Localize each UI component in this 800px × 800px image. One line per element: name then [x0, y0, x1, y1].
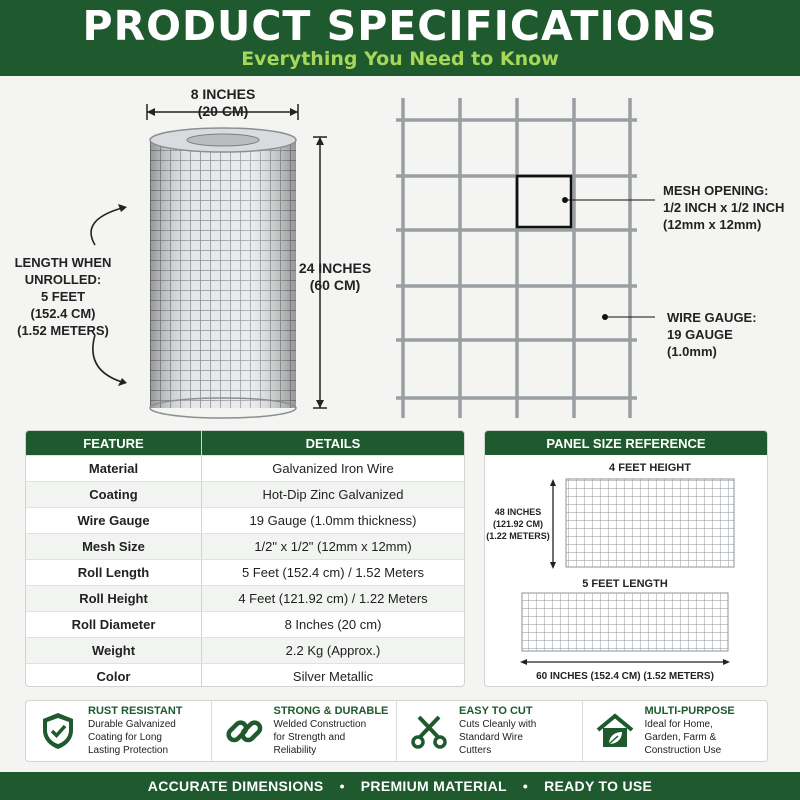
feature-easy-to-cut [397, 701, 583, 761]
roll-length-label: LENGTH WHEN UNROLLED: 5 FEET (152.4 CM) (1.52 METERS) [14, 255, 112, 338]
feature-desc: Ideal for Home, Garden, Farm & Construction Use [644, 719, 722, 756]
details-cell: 1/2" x 1/2" (12mm x 12mm) [254, 539, 412, 554]
roll-height-label: 24 INCHES (60 CM) [298, 260, 372, 293]
scissors-icon [409, 711, 449, 751]
feature-desc: Welded Construction for Strength and Reliability [273, 719, 367, 756]
feature-title: MULTI-PURPOSE [644, 705, 735, 717]
panel-length-title: 5 FEET LENGTH [582, 578, 668, 590]
details-cell: 2.2 Kg (Approx.) [285, 643, 381, 658]
feature-cell: Mesh Size [26, 534, 202, 559]
details-cell: 4 Feet (121.92 cm) / 1.22 Meters [238, 591, 428, 606]
footer-item: PREMIUM MATERIAL [360, 778, 507, 794]
feature-multi-purpose [583, 701, 768, 761]
feature-cell: Roll Length [26, 560, 202, 585]
details-cell: 8 Inches (20 cm) [284, 617, 382, 632]
details-cell: 19 Gauge (1.0mm thickness) [249, 513, 417, 528]
footer-item: READY TO USE [544, 778, 653, 794]
details-cell: 5 Feet (152.4 cm) / 1.52 Meters [241, 565, 425, 580]
house-leaf-icon [595, 711, 635, 751]
feature-title: STRONG & DURABLE [273, 705, 389, 717]
feature-cell: Roll Height [26, 586, 202, 611]
details-cell: Silver Metallic [292, 669, 374, 684]
feature-strong-durable [212, 701, 398, 761]
shield-check-icon [38, 711, 78, 751]
feature-title: EASY TO CUT [459, 705, 533, 717]
details-cell: Hot-Dip Zinc Galvanized [262, 487, 404, 502]
panel-height-side: 48 INCHES (121.92 CM) (1.22 METERS) [486, 507, 550, 541]
header-details: DETAILS [305, 435, 361, 451]
feature-cell: Coating [26, 482, 202, 507]
page-subtitle: Everything You Need to Know [241, 48, 559, 70]
feature-cell: Color [26, 664, 202, 687]
feature-cell: Wire Gauge [26, 508, 202, 533]
feature-title: RUST RESISTANT [88, 705, 183, 717]
details-cell: Galvanized Iron Wire [272, 461, 394, 476]
footer-separator: • [522, 778, 529, 794]
page-title: PRODUCT SPECIFICATIONS [82, 2, 718, 50]
mesh-opening-label: MESH OPENING: 1/2 INCH x 1/2 INCH (12mm x 12mm) [663, 183, 785, 232]
footer-separator: • [339, 778, 345, 794]
panel-height-title: 4 FEET HEIGHT [609, 462, 691, 474]
panel-length-bottom: 60 INCHES (152.4 CM) (1.52 METERS) [536, 671, 714, 682]
footer-banner [0, 772, 800, 800]
wire-gauge-label: WIRE GAUGE: 19 GAUGE (1.0mm) [667, 310, 757, 359]
chain-link-icon [224, 711, 264, 751]
feature-cell: Roll Diameter [26, 612, 202, 637]
feature-strip [25, 700, 768, 762]
feature-rust-resistant [26, 701, 212, 761]
feature-desc: Durable Galvanized Coating for Long Lasting Protection [88, 719, 176, 756]
feature-desc: Cuts Cleanly with Standard Wire Cutters [459, 719, 537, 756]
feature-cell: Material [26, 456, 202, 481]
feature-cell: Weight [26, 638, 202, 663]
roll-width-label: 8 INCHES (20 CM) [190, 86, 256, 119]
footer-item: ACCURATE DIMENSIONS [147, 778, 324, 794]
panel-title: PANEL SIZE REFERENCE [485, 431, 767, 455]
header-feature: FEATURE [26, 431, 202, 455]
